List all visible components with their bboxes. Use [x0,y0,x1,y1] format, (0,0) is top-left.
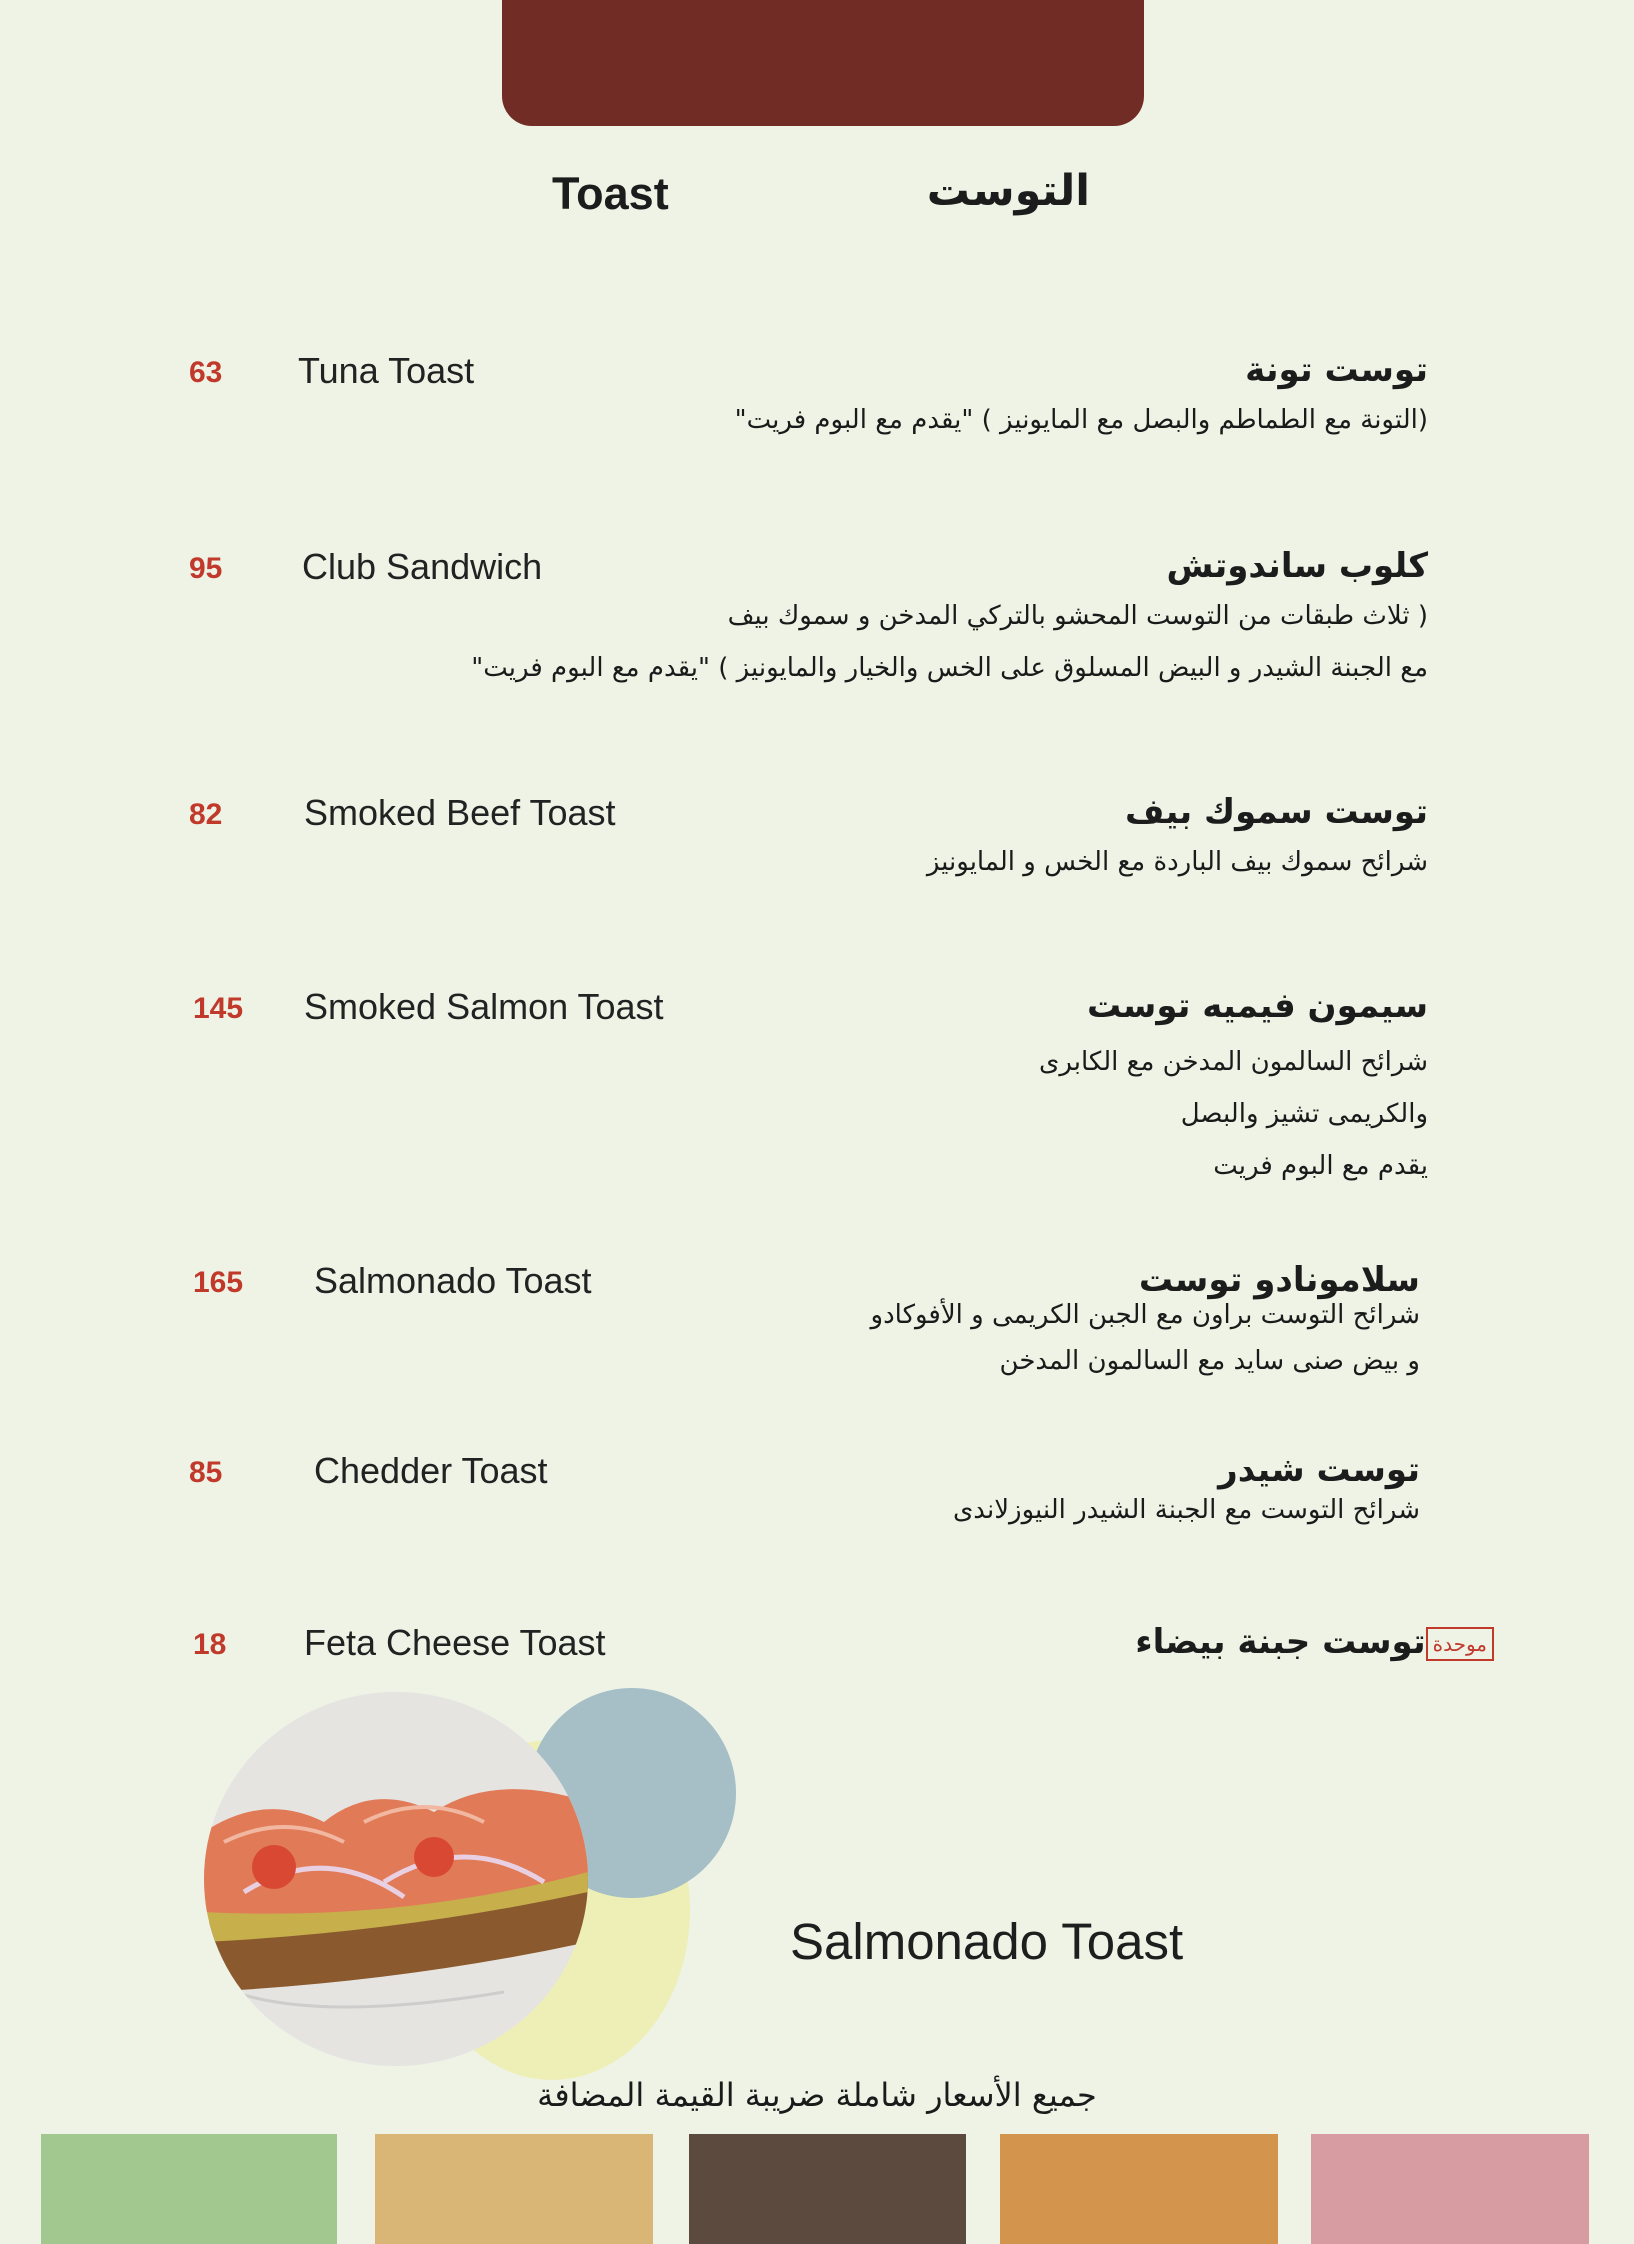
description-line: و بيض صنى سايد مع السالمون المدخن [999,1346,1420,1376]
item-name-ar: سيمون فيميه توست [1086,986,1428,1026]
item-price: 165 [193,1266,244,1299]
item-price: 63 [189,356,223,389]
color-block-sand [375,2134,653,2244]
color-block-pink [1311,2134,1589,2244]
salmon-toast-photo-icon [204,1692,588,2066]
description-line: (التونة مع الطماطم والبصل مع المايونيز ) "يقدم مع البوم فريت" [734,405,1428,435]
item-name-ar: كلوب ساندوتش [1166,546,1428,586]
color-block-orange [1000,2134,1278,2244]
item-name-en: Club Sandwich [302,546,543,587]
item-name-en: Smoked Salmon Toast [304,986,664,1027]
item-price: 18 [193,1628,227,1661]
item-description [1039,1036,1428,1192]
item-name-en: Salmonado Toast [314,1260,592,1301]
vat-note: جميع الأسعار شاملة ضريبة القيمة المضافة [537,2076,1097,2114]
item-name-ar: توست شيدر [1218,1450,1420,1490]
item-name-ar: توست جبنة بيضاء [1135,1622,1426,1662]
description-line: شرائح التوست مع الجبنة الشيدر النيوزلاندى [952,1495,1420,1525]
item-price: 95 [189,552,223,585]
color-block-green [41,2134,337,2244]
color-block-brown [689,2134,966,2244]
item-description [871,1292,1420,1384]
item-name-en: Feta Cheese Toast [304,1622,606,1663]
item-price: 145 [193,992,244,1025]
unified-price-badge: موحدة [1426,1627,1494,1661]
item-price: 85 [189,1456,223,1489]
item-name-ar: توست تونة [1245,350,1428,390]
item-name-en: Chedder Toast [314,1450,548,1491]
item-name-ar: توست سموك بيف [1124,792,1428,832]
description-line: والكريمى تشيز والبصل [1180,1099,1428,1129]
section-title-ar: التوست [926,166,1090,216]
description-line: ( ثلاث طبقات من التوست المحشو بالتركي المدخن و سموك بيف [727,601,1428,631]
item-name-ar: سلامونادو توست [1138,1260,1420,1300]
item-price: 82 [189,798,223,831]
description-line: شرائح سموك بيف الباردة مع الخس و المايونيز [926,847,1428,877]
description-line: يقدم مع البوم فريت [1213,1151,1428,1181]
item-name-ar-row [1135,1622,1502,1662]
featured-item-title: Salmonado Toast [790,1913,1184,1970]
item-description [471,590,1428,694]
item-name-en: Tuna Toast [298,350,475,391]
salmon-toast-photo [204,1692,588,2066]
description-line: شرائح السالمون المدخن مع الكابرى [1039,1047,1428,1077]
description-line: شرائح التوست براون مع الجبن الكريمى و الأفوكادو [870,1300,1420,1330]
item-name-en: Smoked Beef Toast [304,792,616,833]
item-description [927,836,1428,888]
header-tab [502,0,1144,126]
item-description [735,394,1428,446]
item-description [953,1484,1420,1536]
section-title-en: Toast [552,168,669,219]
description-line: مع الجبنة الشيدر و البيض المسلوق على الخس والخيار والمايونيز ) "يقدم مع البوم فريت" [471,653,1428,683]
